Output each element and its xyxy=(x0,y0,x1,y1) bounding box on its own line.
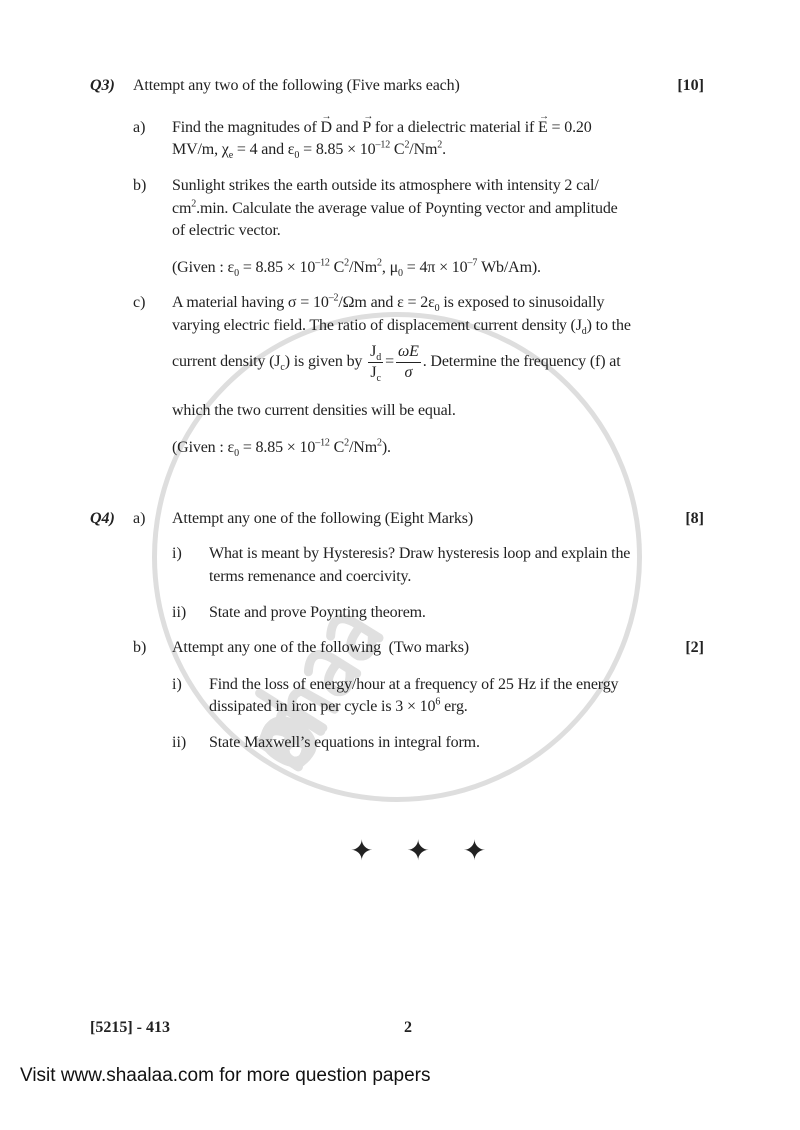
given-line: (Given : $\varepsilon_0 = 8.85 \times 10^{-12}$ $C^2/Nm^2$, $\mu_0 = 4\pi \times 10^{-7}$ Wb/Am). xyxy=(172,257,541,280)
part-c-line: which the two current densities will be equal. xyxy=(172,402,456,419)
subscript: c xyxy=(280,362,285,374)
equals-sign: = xyxy=(385,353,394,370)
question-number: Q4) xyxy=(90,510,115,527)
formula-suffix: . Determine the frequency (f) at xyxy=(422,353,621,370)
denominator: σ xyxy=(404,363,413,381)
subscript: 0 xyxy=(294,150,300,162)
part-marks: [8] xyxy=(685,510,704,527)
subscript: e xyxy=(228,150,234,162)
superscript: 2 xyxy=(437,139,443,151)
paper-code: [5215] - 413 xyxy=(90,1019,170,1036)
vector-symbol: → D xyxy=(321,118,332,138)
superscript: 2 xyxy=(377,257,382,269)
superscript: 2 xyxy=(344,257,350,269)
subscript: 0 xyxy=(434,303,440,315)
vector-symbol: → E xyxy=(538,118,548,138)
end-of-paper-marks: ✦ ✦ ✦ xyxy=(350,834,499,867)
part-label: a) xyxy=(133,510,146,527)
part-a-line: Find the magnitudes of → D and → P for a dielectric material if → E = 0.20 xyxy=(172,118,592,138)
question-number: Q3) xyxy=(90,77,115,94)
superscript: 2 xyxy=(191,198,197,210)
superscript: –7 xyxy=(467,257,478,269)
subpart-label: ii) xyxy=(172,734,187,751)
question-title: Attempt any two of the following (Five marks each) xyxy=(133,77,460,94)
visit-website-note: Visit www.shaalaa.com for more question papers xyxy=(20,1065,431,1086)
part-label: b) xyxy=(133,177,147,194)
formula-prefix: current density $(J_c)$ is given by xyxy=(172,353,367,374)
part-b-line: Sunlight strikes the earth outside its atmosphere with intensity 2 cal/ xyxy=(172,177,599,194)
part-label: a) xyxy=(133,119,146,136)
superscript: –12 xyxy=(315,437,330,449)
vector-symbol: → P xyxy=(362,118,371,138)
numerator: $J_d$ xyxy=(370,342,382,364)
subscript: d xyxy=(581,326,587,338)
subscript: d xyxy=(376,352,382,364)
fraction-omega-e-sigma xyxy=(396,342,421,383)
part-b-line: of electric vector. xyxy=(172,222,281,239)
page-number: 2 xyxy=(404,1019,412,1036)
subpart-line: terms remenance and coercivity. xyxy=(209,568,412,585)
superscript: –2 xyxy=(328,292,339,304)
part-c-formula-line xyxy=(172,340,621,384)
part-b-line: $cm^2.\min$. Calculate the average value of Poynting vector and amplitude xyxy=(172,198,618,217)
superscript: 2 xyxy=(377,437,382,449)
part-label: c) xyxy=(133,294,146,311)
subpart-line: Find the loss of energy/hour at a frequency of 25 Hz if the energy xyxy=(209,676,619,693)
part-a-line: MV/m, $\chi_e = 4$ and $\varepsilon_0 = 8.85 \times 10^{-12}$ $C^2/Nm^2$. xyxy=(172,139,447,162)
subscript: 0 xyxy=(398,268,403,280)
subpart-line: What is meant by Hysteresis? Draw hysteresis loop and explain the xyxy=(209,545,631,562)
question-marks: [10] xyxy=(677,77,704,94)
subscript: 0 xyxy=(234,268,239,280)
subpart-line: State Maxwell’s equations in integral form. xyxy=(209,734,480,751)
subpart-line: State and prove Poynting theorem. xyxy=(209,604,426,621)
subpart-line: dissipated in iron per cycle is $3 \times 10^6$ erg. xyxy=(209,696,468,715)
subpart-label: i) xyxy=(172,676,182,693)
superscript: 2 xyxy=(344,437,350,449)
subscript: 0 xyxy=(234,448,239,460)
part-title: Attempt any one of the following (Eight Marks) xyxy=(172,510,474,527)
superscript: –12 xyxy=(375,139,391,151)
part-label: b) xyxy=(133,639,147,656)
subscript: c xyxy=(376,373,381,385)
part-c-line: varying electric field. The ratio of displacement current density $(J_d)$ to the xyxy=(172,317,631,338)
numerator: ωE xyxy=(396,342,421,363)
subpart-label: i) xyxy=(172,545,182,562)
denominator: $J_c$ xyxy=(370,363,381,385)
fraction-jd-jc xyxy=(368,342,383,383)
part-title: Attempt any one of the following (Two marks) xyxy=(172,639,469,656)
superscript: –12 xyxy=(315,257,330,269)
part-marks: [2] xyxy=(685,639,704,656)
superscript: 6 xyxy=(435,696,441,708)
subpart-label: ii) xyxy=(172,604,187,621)
given-line: (Given : $\varepsilon_0 = 8.85 \times 10^{-12}$ $C^2/Nm^2$). xyxy=(172,437,391,460)
part-c-line: A material having $\sigma = 10^{-2}/\Omega m$ and $\varepsilon = 2\varepsilon_0$ is exposed to sinusoidally xyxy=(172,292,605,315)
superscript: 2 xyxy=(404,139,410,151)
